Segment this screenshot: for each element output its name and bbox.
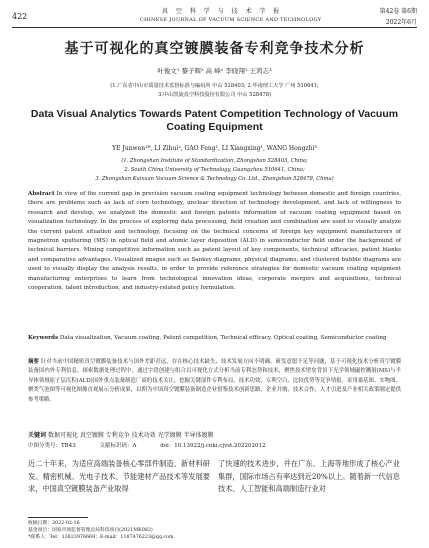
document-code: 文献标识码：A xyxy=(99,443,137,449)
running-header xyxy=(12,4,417,28)
authors-en: YE Junwen¹*, LI Zihui², GAO Feng¹, LI Xiangxing¹, WANG Hongzhi³ xyxy=(112,145,317,152)
body-column-right: 了快速的技术进步，并在广东、上海等地形成了核心产业集群，国际市场占有率达到近20%以上。随着新一代信息技术、人工智能和高端制造行业对 xyxy=(218,459,400,493)
affiliation-en-line: (1. Zhongshan Institute of Standardization, Zhongshan 528403, China; xyxy=(121,158,308,164)
volume-issue: 第42卷 第6期 xyxy=(379,8,417,15)
footnote-received: 收稿日期：2022-02-16 xyxy=(28,521,80,526)
keywords-en xyxy=(28,334,401,343)
authors-cn: 叶俊文¹ 黎子辉² 高 峰¹ 李晓翔¹ 王鸿志³ xyxy=(157,67,272,75)
title-en: Data Visual Analytics Towards Patent Competition Technology of Vacuum Coating Equipment xyxy=(30,108,399,133)
abstract-en-label: Abstract xyxy=(28,191,55,197)
journal-name-en: CHINESE JOURNAL OF VACUUM SCIENCE AND TECHNOLOGY xyxy=(140,17,322,23)
doi: doi：10.13922/j.cnki.cjvst.202202012 xyxy=(160,443,266,449)
keywords-en-label: Keywords xyxy=(28,335,59,341)
affiliation-en-line: 3. Zhongshan Kaixuan Vacuum Science & Technology Co. Ltd., Zhongshan 528478, China) xyxy=(95,176,334,182)
clc-number: 中图分类号：TB43 xyxy=(28,443,76,449)
abstract-en-text: In view of the current gap in precision vacuum coating equipment technology between domestic and foreign countries, there are problems such as lack of core technology, unclear direction of technology development, and lack of willingness to research and develop, we analyzed the domestic and foreign patents information of vacuum coating equipment based on visualization technology. In the process of exploring data processing, field creation and combination are used to visually analyze the current patent situation and technology, focusing on the technical concerns of foreign key equipment manufacturers of magnetron sputtering (MS) in optical field and atomic layer deposition (ALD) in semiconductor field under the background of technical barriers. Mining competitive information such as patent layout of key components, technical efficacies, patent blanks and comparative advantages. Visualized images such as Sankey diagrams, physical diagrams, and clustered bubble diagrams are used to visually display the analysis results, in order to provide reference strategies for domestic vacuum coating equipment manufacturing enterprises to learn from technological innovation ideas, corporate mergers and acquisitions, technical cooperation, talent introduction, and industry-related policy formulation. xyxy=(28,191,401,292)
abstract-cn xyxy=(28,358,401,405)
footnote-rule xyxy=(28,517,88,518)
keywords-en-text: Data visualization, Vacuum coating, Patent competition, Technical efficacy, Optical coating, Semiconductor coating xyxy=(59,335,387,341)
page-number: 422 xyxy=(12,12,28,21)
keywords-cn-text: 数据可视化 真空镀膜 专利竞争 技术功效 光学镀膜 半导体镀膜 xyxy=(47,432,214,439)
affiliations-cn xyxy=(20,82,409,100)
footnote-contact: *联系人：Tel：13823976669；E-mail：1187476223@qq.com xyxy=(28,535,174,540)
body-column-left: 近二十年来，为适应高端装备核心零部件制造、新材料研发、精密机械、光电子技术、节能建材产品技术等发展要求，中国真空镀膜装备产业取得 xyxy=(28,459,210,493)
keywords-cn-label: 关键词 xyxy=(28,432,47,439)
affiliations-en xyxy=(20,157,409,184)
title-cn: 基于可视化的真空镀膜装备专利竞争技术分析 xyxy=(64,41,365,57)
affiliation-cn-line: 3.中山凯旋真空科技股份有限公司 中山 528478) xyxy=(157,92,272,98)
classification-line xyxy=(28,441,401,449)
journal-name-cn: 真 空 科 学 与 技 术 学 报 xyxy=(162,8,283,15)
affiliation-cn-line: (1.广东省中山市质量技术监督标准与编码所 中山 528403; 2.华南理工大学 广州 510641; xyxy=(110,83,319,89)
publication-date: 2022年6月 xyxy=(385,19,417,26)
affiliation-en-line: 2. South China University of Technology, Guangzhou 510641, China; xyxy=(124,167,305,173)
header-rule xyxy=(12,27,417,28)
abstract-cn-label: 摘要 xyxy=(28,359,39,365)
abstract-en xyxy=(28,190,401,293)
abstract-cn-text: 针对当前中国精密真空镀膜装备技术与国外差距甚远，存在核心技术缺失、技术发展方向不明确、研发意愿不足等问题，基于可视化技术分析真空镀膜装备国内外专利信息。探索数据处理过程中，通过字段创建与组合以可视化方式分析当前专利态势和技术，聚焦技术壁垒背景下光学领域磁控溅射(MS)与半导体领域原子层沉积(ALD)国外重点装备制造厂商的技术关注，挖掘关键部件专利布局、技术功效、专利空白、比较优势等竞争情报。采用桑基图、实物图、聚类气泡图等可视化图像直观展示分析成果，以期为中国真空镀膜装备制造企业借鉴技术创新思路、企业并购、技术合作、人才引进及产业相关政策制定提供参考策略。 xyxy=(28,359,401,403)
keywords-cn xyxy=(28,430,401,439)
footnote-funding: 基金项目：国家市场监督管理总局科技项目(2021MK082) xyxy=(28,528,153,533)
